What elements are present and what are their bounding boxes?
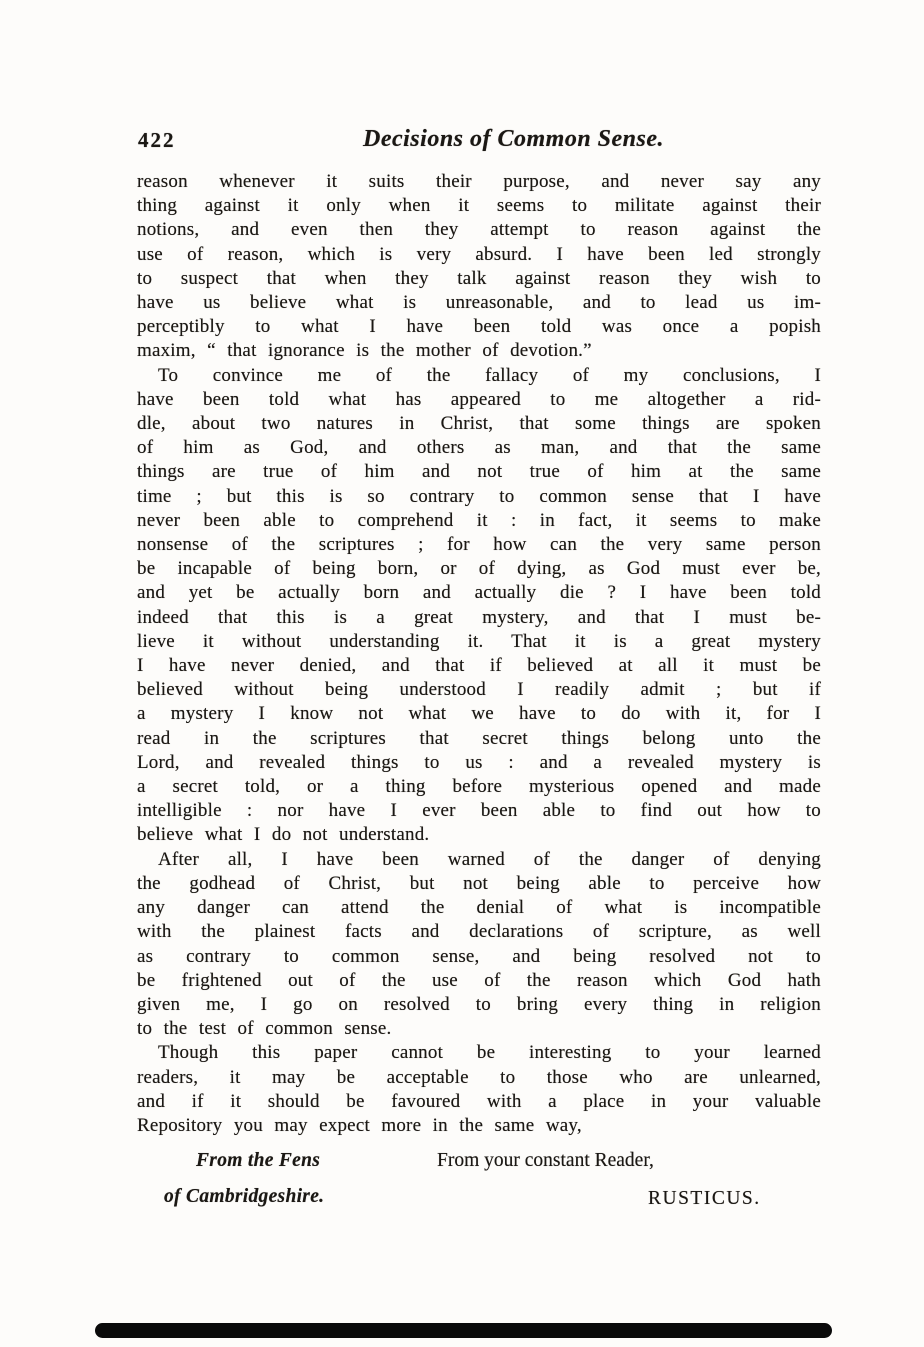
text-line: I have never denied, and that if believed at all it must be: [137, 655, 821, 677]
scan-artifact-bar: [95, 1323, 832, 1338]
text-line: perceptibly to what I have been told was once a popish: [137, 316, 821, 338]
text-line: of him as God, and others as man, and that the same: [137, 437, 821, 459]
body-text: [137, 170, 821, 1138]
text-line: Though this paper cannot be interesting to your learned: [158, 1042, 821, 1064]
text-line: with the plainest facts and declarations of scripture, as well: [137, 921, 821, 943]
text-line: indeed that this is a great mystery, and that I must be-: [137, 606, 821, 628]
text-line: as contrary to common sense, and being resolved not to: [137, 945, 821, 967]
text-line: lieve it without understanding it. That it is a great mystery: [137, 630, 821, 652]
text-line: things are true of him and not true of him at the same: [137, 461, 821, 483]
text-line: never been able to comprehend it : in fact, it seems to make: [137, 509, 821, 531]
text-line: time ; but this is so contrary to common sense that I have: [137, 485, 821, 507]
page-number: 422: [138, 128, 176, 152]
text-line: have been told what has appeared to me altogether a rid-: [137, 388, 821, 410]
signature-closing: From your constant Reader,: [437, 1150, 654, 1171]
text-line: to the test of common sense.: [137, 1018, 392, 1040]
text-line: a secret told, or a thing before mysterious opened and made: [137, 776, 821, 798]
text-line: thing against it only when it seems to militate against their: [137, 195, 821, 217]
text-line: any danger can attend the denial of what is incompatible: [137, 897, 821, 919]
text-line: readers, it may be acceptable to those who are unlearned,: [137, 1066, 821, 1088]
signature-place-line2: of Cambridgeshire.: [164, 1186, 325, 1207]
text-line: believe what I do not understand.: [137, 824, 430, 846]
text-line: believed without being understood I readily admit ; but if: [137, 679, 821, 701]
text-line: read in the scriptures that secret things belong unto the: [137, 727, 821, 749]
text-line: a mystery I know not what we have to do with it, for I: [137, 703, 821, 725]
text-line: To convince me of the fallacy of my conclusions, I: [158, 364, 821, 386]
text-line: After all, I have been warned of the danger of denying: [158, 848, 821, 870]
text-line: to suspect that when they talk against reason they wish to: [137, 267, 821, 289]
text-line: intelligible : nor have I ever been able to find out how to: [137, 800, 821, 822]
signature-author-name: RUSTICUS.: [648, 1188, 761, 1209]
text-line: and yet be actually born and actually die ? I have been told: [137, 582, 821, 604]
text-line: maxim, “ that ignorance is the mother of devotion.”: [137, 340, 592, 362]
text-line: have us believe what is unreasonable, and to lead us im-: [137, 292, 821, 314]
text-line: notions, and even then they attempt to reason against the: [137, 219, 821, 241]
text-line: and if it should be favoured with a place in your valuable: [137, 1090, 821, 1112]
text-line: nonsense of the scriptures ; for how can the very same person: [137, 534, 821, 556]
text-line: dle, about two natures in Christ, that some things are spoken: [137, 413, 821, 435]
text-line: be incapable of being born, or of dying, as God must ever be,: [137, 558, 821, 580]
signature-place-line1: From the Fens: [196, 1150, 321, 1171]
text-line: given me, I go on resolved to bring every thing in religion: [137, 993, 821, 1015]
text-line: use of reason, which is very absurd. I have been led strongly: [137, 243, 821, 265]
text-line: Lord, and revealed things to us : and a revealed mystery is: [137, 751, 821, 773]
text-line: reason whenever it suits their purpose, and never say any: [137, 171, 821, 192]
running-title: Decisions of Common Sense.: [363, 126, 665, 152]
text-line: Repository you may expect more in the same way,: [137, 1114, 582, 1136]
text-line: the godhead of Christ, but not being able to perceive how: [137, 872, 821, 894]
text-line: be frightened out of the use of the reason which God hath: [137, 969, 821, 991]
